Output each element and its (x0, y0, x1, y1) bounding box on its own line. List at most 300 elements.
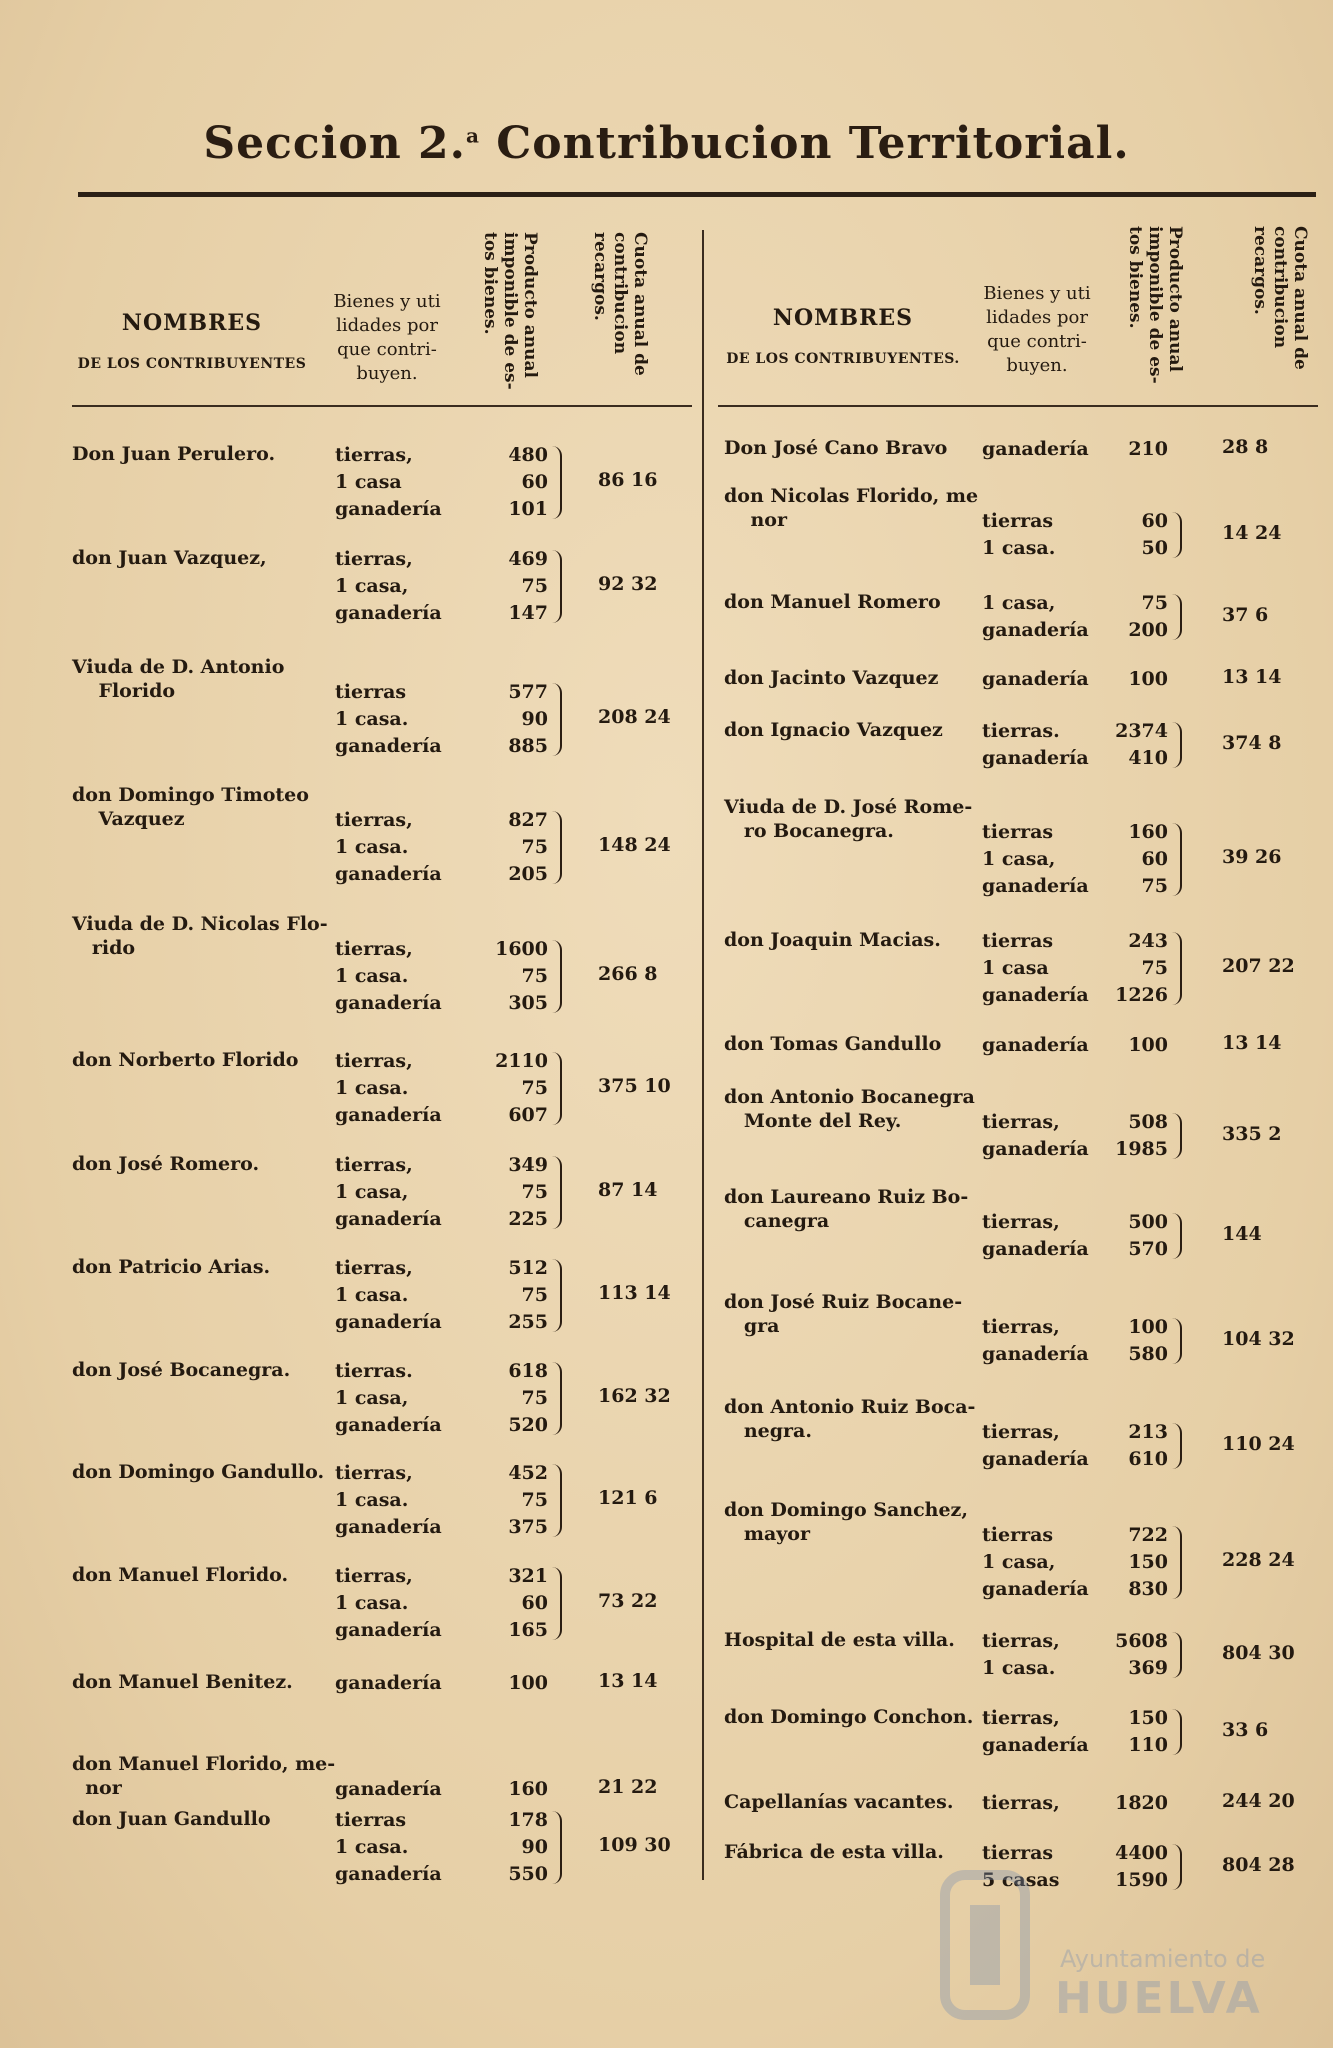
property-item: tierras, (335, 1462, 413, 1484)
contributor-name (72, 1807, 271, 1831)
producto-value: 75 (521, 1181, 548, 1203)
contributor-name-line: Don José Cano Bravo (724, 437, 948, 459)
property-item: tierras, (982, 1211, 1060, 1233)
grouping-brace (552, 1464, 562, 1537)
producto-value: 210 (1128, 438, 1168, 460)
header-nombres-left (72, 310, 312, 372)
property-item: 1 casa, (982, 1551, 1056, 1573)
grouping-brace (1172, 594, 1182, 640)
property-item: ganadería (982, 875, 1089, 897)
property-item: tierras, (335, 1257, 413, 1279)
property-item: 1 casa, (982, 592, 1056, 614)
contributor-name-line: don Manuel Florido, me- (72, 1753, 336, 1775)
producto-value: 410 (1128, 747, 1168, 769)
property-list (335, 442, 442, 523)
producto-values (1102, 1032, 1168, 1059)
property-item: ganadería (335, 863, 442, 885)
page-title (0, 118, 1333, 169)
producto-value: 225 (508, 1208, 548, 1230)
property-list (982, 928, 1089, 1009)
property-item: 1 casa. (335, 1836, 409, 1858)
property-item: tierras (982, 510, 1054, 532)
producto-values (482, 1807, 548, 1888)
cuota-value: 113 14 (598, 1282, 671, 1304)
grouping-brace (1172, 1213, 1182, 1259)
producto-value: 75 (521, 1387, 548, 1409)
producto-value: 512 (508, 1257, 548, 1279)
grouping-brace (552, 446, 562, 519)
producto-value: 147 (508, 602, 548, 624)
contributor-name-line: don Domingo Sanchez, (724, 1499, 968, 1521)
producto-value: 469 (508, 548, 548, 570)
header-cuota-line: contribucion (610, 232, 630, 355)
producto-value: 100 (1128, 668, 1168, 690)
cuota-value: 228 24 (1222, 1549, 1295, 1571)
header-bienes-line: buyen. (356, 363, 418, 384)
producto-values (482, 546, 548, 627)
header-rule-right (718, 405, 1318, 407)
property-list (982, 1109, 1089, 1163)
property-item: 1 casa, (335, 575, 409, 597)
producto-value: 2110 (495, 1050, 548, 1072)
producto-value: 1590 (1115, 1869, 1168, 1891)
cuota-value: 39 26 (1222, 846, 1282, 868)
property-item: ganadería (982, 619, 1089, 641)
property-item: 1 casa, (982, 848, 1056, 870)
contributor-name-line: don Jacinto Vazquez (724, 667, 939, 689)
producto-value: 75 (521, 965, 548, 987)
producto-values (482, 1776, 548, 1803)
property-item: 1 casa. (335, 1284, 409, 1306)
producto-values (482, 1563, 548, 1644)
grouping-brace (552, 811, 562, 884)
title-rest: Contribucion Territorial. (479, 118, 1130, 169)
header-cuota-line: Cuota anual de (630, 232, 650, 376)
property-item: ganadería (335, 992, 442, 1014)
property-item: ganadería (335, 1672, 442, 1694)
property-item: ganadería (982, 1734, 1089, 1756)
header-nombres-right (718, 305, 968, 367)
header-cuota-line: contribucion (1270, 226, 1290, 349)
contributor-name-line: don José Romero. (72, 1153, 260, 1175)
producto-value: 305 (508, 992, 548, 1014)
header-rule-left (72, 405, 692, 407)
cuota-value: 92 32 (598, 573, 658, 595)
property-item: tierras, (982, 1316, 1060, 1338)
contributor-name (724, 484, 978, 532)
producto-values (1102, 436, 1168, 463)
cuota-value: 266 8 (598, 963, 658, 985)
property-item: 1 casa. (335, 1489, 409, 1511)
producto-value: 243 (1128, 930, 1168, 952)
producto-value: 580 (1128, 1343, 1168, 1365)
property-list (335, 1255, 442, 1336)
producto-values (482, 1670, 548, 1697)
contributor-name-line: nor (724, 509, 787, 531)
grouping-brace (1172, 1318, 1182, 1364)
header-bienes-line: que contri- (987, 331, 1087, 352)
contributor-name-line: Capellanías vacantes. (724, 1791, 954, 1813)
property-item: tierras, (335, 444, 413, 466)
property-list (982, 1790, 1060, 1817)
contributor-name-line: don Domingo Timoteo (72, 784, 309, 806)
property-list (982, 1705, 1089, 1759)
property-item: 1 casa, (335, 1181, 409, 1203)
property-list (335, 1152, 442, 1233)
producto-value: 480 (508, 444, 548, 466)
producto-values (482, 442, 548, 523)
contributor-name-line: don Patricio Arias. (72, 1256, 271, 1278)
cuota-value: 21 22 (598, 1776, 658, 1798)
contributor-name (72, 442, 275, 466)
property-item: 1 casa, (335, 1387, 409, 1409)
header-producto-left (480, 232, 540, 397)
contributor-name (724, 1185, 968, 1233)
producto-value: 830 (1128, 1578, 1168, 1600)
producto-value: 60 (1141, 510, 1168, 532)
property-list (335, 807, 442, 888)
property-item: ganadería (982, 1448, 1089, 1470)
contributor-name (72, 1752, 335, 1800)
contributor-name (724, 1705, 973, 1729)
producto-values (1102, 666, 1168, 693)
property-item: ganadería (335, 1778, 442, 1800)
property-item: tierras. (982, 720, 1060, 742)
cuota-value: 121 6 (598, 1487, 658, 1509)
producto-value: 550 (508, 1863, 548, 1885)
header-producto-line: imponible de es- (1145, 226, 1165, 384)
producto-value: 101 (508, 498, 548, 520)
cuota-value: 13 14 (1222, 1032, 1282, 1054)
producto-values (482, 1460, 548, 1541)
contributor-name-line: nor (72, 1777, 122, 1799)
grouping-brace (552, 1567, 562, 1640)
contributor-name (72, 1255, 270, 1279)
producto-values (1102, 928, 1168, 1009)
producto-value: 165 (508, 1619, 548, 1641)
producto-value: 100 (1128, 1034, 1168, 1056)
producto-values (1102, 1209, 1168, 1263)
producto-value: 577 (508, 681, 548, 703)
producto-value: 369 (1128, 1657, 1168, 1679)
contributor-name-line: don Tomas Gandullo (724, 1033, 942, 1055)
property-item: ganadería (335, 1619, 442, 1641)
grouping-brace (552, 1811, 562, 1884)
producto-value: 520 (508, 1414, 548, 1436)
property-item: ganadería (982, 984, 1089, 1006)
contributor-name-line: Vazquez (72, 808, 185, 830)
property-item: ganadería (335, 1104, 442, 1126)
property-item: tierras (335, 681, 407, 703)
contributor-name-line: don Antonio Ruiz Boca- (724, 1396, 976, 1418)
cuota-value: 804 30 (1222, 1641, 1295, 1664)
producto-value: 60 (1141, 848, 1168, 870)
top-rule (78, 192, 1316, 197)
cuota-value: 14 24 (1222, 521, 1282, 544)
producto-value: 178 (508, 1809, 548, 1831)
producto-value: 150 (1128, 1707, 1168, 1729)
property-item: 1 casa (982, 957, 1049, 979)
producto-value: 508 (1128, 1111, 1168, 1133)
header-nombres-label: NOMBRES (121, 310, 263, 336)
contributor-name-line: don Laureano Ruiz Bo- (724, 1186, 969, 1208)
producto-value: 349 (508, 1154, 548, 1176)
header-bienes-line: lidades por (336, 315, 438, 336)
producto-value: 1226 (1115, 984, 1168, 1006)
header-cuota-line: recargos. (1250, 226, 1270, 315)
property-item: ganadería (982, 747, 1089, 769)
contributor-name-line: don Ignacio Vazquez (724, 719, 943, 741)
cuota-value: 144 (1222, 1222, 1262, 1245)
property-list (335, 1776, 442, 1803)
producto-value: 2374 (1115, 720, 1168, 742)
producto-value: 4400 (1115, 1842, 1168, 1864)
contributor-name (72, 783, 309, 831)
header-bienes-line: Bienes y uti (983, 283, 1091, 304)
contributor-name-line: don Antonio Bocanegra (724, 1086, 975, 1108)
property-item: tierras, (982, 1630, 1060, 1652)
producto-values (482, 1255, 548, 1336)
contributor-name-line: don Manuel Benitez. (72, 1671, 293, 1693)
property-item: tierras, (335, 938, 413, 960)
header-producto-line: imponible de es- (500, 232, 520, 390)
producto-value: 610 (1128, 1448, 1168, 1470)
cuota-value: 110 24 (1222, 1432, 1295, 1455)
property-list (982, 1628, 1060, 1682)
producto-value: 75 (521, 1489, 548, 1511)
cuota-value: 87 14 (598, 1179, 658, 1201)
contributor-name-line: Viuda de D. José Rome- (724, 796, 973, 818)
cuota-value: 104 32 (1222, 1327, 1295, 1350)
column-divider (702, 230, 704, 1880)
property-item: tierras, (982, 1111, 1060, 1133)
header-cuota-line: recargos. (590, 232, 610, 321)
producto-value: 60 (521, 471, 548, 493)
title-main: Seccion 2. (203, 118, 466, 169)
producto-value: 607 (508, 1104, 548, 1126)
property-item: ganadería (982, 1034, 1089, 1056)
contributor-name (724, 666, 938, 690)
grouping-brace (1172, 512, 1182, 558)
contributor-name-line: Florido (72, 680, 176, 702)
producto-value: 90 (521, 1836, 548, 1858)
property-item: ganadería (335, 735, 442, 757)
contributor-name (724, 1840, 944, 1864)
contributor-name-line: don Nicolas Florido, me (724, 485, 979, 507)
header-producto-line: Producto anual (1165, 226, 1185, 372)
producto-value: 90 (521, 708, 548, 730)
contributor-name-line: Hospital de esta villa. (724, 1629, 955, 1651)
cuota-value: 148 24 (598, 834, 671, 856)
grouping-brace (1172, 1526, 1182, 1599)
contributor-name (724, 795, 972, 843)
header-bienes-line: Bienes y uti (333, 291, 441, 312)
property-item: tierras, (335, 809, 413, 831)
producto-values (1102, 718, 1168, 772)
producto-value: 110 (1128, 1734, 1168, 1756)
contributor-name-line: Monte del Rey. (724, 1110, 902, 1132)
header-bienes-left (322, 290, 452, 386)
property-item: 5 casas (982, 1869, 1060, 1891)
property-list (335, 679, 442, 760)
producto-value: 452 (508, 1462, 548, 1484)
producto-value: 75 (1141, 875, 1168, 897)
contributor-name (72, 1152, 259, 1176)
contributor-name (72, 546, 267, 570)
contributor-name-line: don Joaquin Macias. (724, 929, 941, 951)
property-item: 1 casa. (335, 965, 409, 987)
producto-values (482, 1152, 548, 1233)
producto-value: 75 (521, 1077, 548, 1099)
contributor-name (724, 1628, 955, 1652)
property-item: tierras (982, 1842, 1054, 1864)
header-bienes-right (972, 282, 1102, 378)
property-item: tierras, (982, 1421, 1060, 1443)
property-item: 1 casa. (335, 1592, 409, 1614)
producto-value: 1600 (495, 938, 548, 960)
contributor-name (72, 1358, 290, 1382)
producto-values (1102, 508, 1168, 562)
contributor-name-line: Viuda de D. Nicolas Flo- (72, 913, 328, 935)
producto-value: 1820 (1115, 1792, 1168, 1814)
contributor-name-line: don Domingo Conchon. (724, 1706, 974, 1728)
grouping-brace (552, 683, 562, 756)
property-item: ganadería (982, 1343, 1089, 1365)
producto-value: 100 (1128, 1316, 1168, 1338)
contributor-name (72, 1670, 293, 1694)
header-cuota-left (590, 232, 650, 397)
contributor-name-line: Don Juan Perulero. (72, 443, 276, 465)
header-bienes-line: buyen. (1006, 355, 1068, 376)
producto-values (1102, 1790, 1168, 1817)
contributor-name-line: Fábrica de esta villa. (724, 1841, 944, 1863)
producto-value: 5608 (1115, 1630, 1168, 1652)
producto-value: 160 (1128, 821, 1168, 843)
grouping-brace (552, 550, 562, 623)
producto-values (1102, 1705, 1168, 1759)
property-list (335, 1807, 442, 1888)
producto-value: 150 (1128, 1551, 1168, 1573)
property-item: ganadería (335, 1863, 442, 1885)
contributor-name-line: don Juan Gandullo (72, 1808, 271, 1830)
producto-value: 321 (508, 1565, 548, 1587)
header-nombres-label: NOMBRES (772, 305, 914, 331)
property-list (335, 936, 442, 1017)
producto-value: 885 (508, 735, 548, 757)
cuota-value: 37 6 (1222, 603, 1269, 626)
producto-value: 75 (1141, 592, 1168, 614)
producto-value: 827 (508, 809, 548, 831)
property-item: tierras (982, 930, 1054, 952)
contributor-name (724, 436, 947, 460)
property-list (335, 1358, 442, 1439)
producto-values (1102, 1109, 1168, 1163)
property-item: tierras (335, 1809, 407, 1831)
header-cuota-line: Cuota anual de (1290, 226, 1310, 370)
cuota-value: 33 6 (1222, 1718, 1269, 1741)
contributor-name (724, 1290, 962, 1338)
header-producto-line: tos bienes. (480, 232, 500, 335)
property-item: 1 casa. (335, 708, 409, 730)
cuota-value: 13 14 (598, 1670, 658, 1692)
grouping-brace (1172, 932, 1182, 1005)
crest-icon (925, 1855, 1045, 2025)
contributor-name (72, 1460, 324, 1484)
producto-values (482, 679, 548, 760)
property-item: ganadería (335, 1414, 442, 1436)
grouping-brace (1172, 1423, 1182, 1469)
contributor-name (72, 655, 284, 703)
cuota-value: 13 14 (1222, 666, 1282, 688)
property-item: ganadería (982, 1238, 1089, 1260)
producto-values (1102, 590, 1168, 644)
contributor-name (724, 1395, 975, 1443)
grouping-brace (1172, 722, 1182, 768)
stamp-line1: Ayuntamiento de (1060, 1945, 1266, 1973)
cuota-value: 109 30 (598, 1834, 671, 1856)
property-list (982, 508, 1055, 562)
property-item: tierras, (335, 1565, 413, 1587)
grouping-brace (552, 1156, 562, 1229)
producto-value: 500 (1128, 1211, 1168, 1233)
producto-value: 100 (508, 1672, 548, 1694)
producto-value: 160 (508, 1778, 548, 1800)
producto-value: 75 (521, 1284, 548, 1306)
header-contribuyentes-label: DE LOS CONTRIBUYENTES (77, 356, 307, 372)
producto-value: 570 (1128, 1238, 1168, 1260)
producto-values (482, 1358, 548, 1439)
stamp-line2: HUELVA (1055, 1973, 1263, 2024)
property-list (335, 1460, 442, 1541)
producto-values (482, 936, 548, 1017)
cuota-value: 804 28 (1222, 1853, 1295, 1876)
contributor-name (72, 1563, 288, 1587)
producto-value: 75 (1141, 957, 1168, 979)
cuota-value: 375 10 (598, 1075, 671, 1097)
property-list (982, 1522, 1089, 1603)
property-item: 1 casa. (982, 537, 1056, 559)
property-list (982, 819, 1089, 900)
contributor-name (724, 1790, 953, 1814)
producto-value: 375 (508, 1516, 548, 1538)
property-item: 1 casa (335, 471, 402, 493)
contributor-name-line: ro Bocanegra. (724, 820, 894, 842)
cuota-value: 162 32 (598, 1385, 671, 1407)
contributor-name-line: mayor (724, 1523, 810, 1545)
producto-value: 50 (1141, 537, 1168, 559)
contributor-name-line: don José Bocanegra. (72, 1359, 291, 1381)
grouping-brace (1172, 1632, 1182, 1678)
header-cuota-right (1250, 226, 1310, 391)
contributor-name (724, 928, 941, 952)
producto-value: 1985 (1115, 1138, 1168, 1160)
contributor-name-line: rido (72, 937, 136, 959)
property-item: tierras. (335, 1360, 413, 1382)
producto-values (1102, 1522, 1168, 1603)
grouping-brace (1172, 1113, 1182, 1159)
archive-stamp (925, 1855, 1305, 2025)
producto-value: 75 (521, 836, 548, 858)
property-list (335, 1670, 442, 1697)
contributor-name-line: gra (724, 1315, 780, 1337)
cuota-value: 374 8 (1222, 731, 1282, 754)
title-sup: a (465, 123, 480, 148)
grouping-brace (552, 1259, 562, 1332)
grouping-brace (552, 1362, 562, 1435)
header-producto-right (1125, 226, 1185, 391)
property-list (982, 718, 1089, 772)
property-list (335, 1048, 442, 1129)
